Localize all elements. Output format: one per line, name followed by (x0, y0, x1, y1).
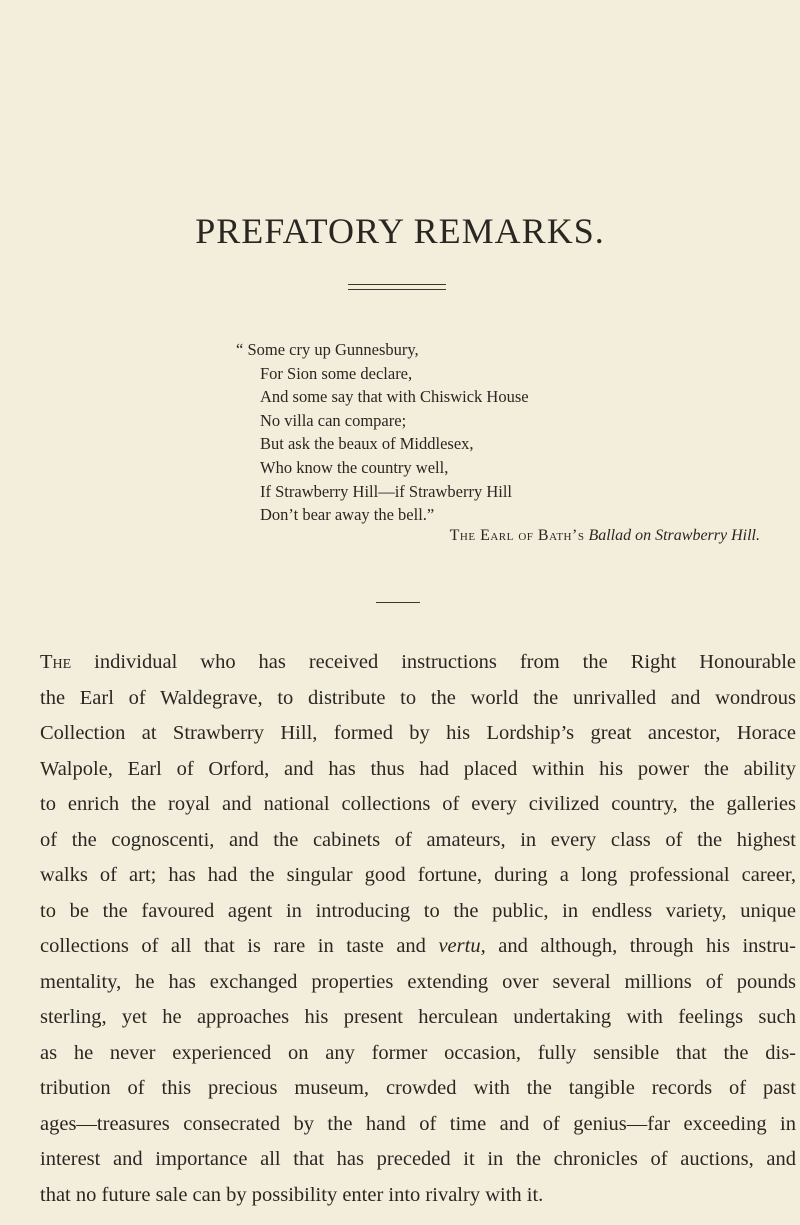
body-line: sterling, yet he approaches his present herculean undertaking with feelings such (40, 1006, 796, 1028)
body-line (40, 929, 796, 965)
epigraph-attribution (0, 527, 760, 545)
body-line-text: and although, through his instru- (485, 935, 796, 957)
body-line-text: collections of all that is rare in taste and (40, 935, 439, 957)
double-rule-divider (348, 284, 446, 290)
attribution-author: The Earl of Bath’s (449, 527, 585, 544)
body-line-text: individual who has received instructions from the Right Honourable (71, 651, 796, 673)
body-line: ages—treasures consecrated by the hand of time and of genius—far exceeding in (40, 1112, 796, 1135)
verse-line: No villa can compare; (260, 410, 407, 430)
verse-line: Who know the country well, (260, 457, 449, 477)
epigraph-verse (236, 338, 529, 527)
verse-line: For Sion some declare, (260, 363, 413, 383)
body-line: that no future sale can by possibility enter into rivalry with it. (40, 1183, 544, 1206)
verse-line: Don’t bear away the bell.” (260, 505, 435, 525)
body-line: Walpole, Earl of Orford, and has thus had placed within his power the ability (40, 757, 796, 780)
italic-term: vertu, (438, 935, 486, 957)
body-line: walks of art; has had the singular good fortune, during a long professional career, (40, 864, 796, 886)
attribution-work: Ballad on Strawberry Hill. (588, 527, 760, 544)
body-line: interest and importance all that has preceded it in the chronicles of auctions, and (40, 1148, 796, 1170)
verse-line: But ask the beaux of Middlesex, (260, 434, 474, 454)
body-line: Collection at Strawberry Hill, formed by his Lordship’s great ancestor, Horace (40, 722, 796, 744)
body-paragraph (40, 645, 796, 1213)
lead-word: The (40, 651, 72, 673)
verse-line: “ Some cry up Gunnesbury, (236, 340, 419, 359)
body-line: as he never experienced on any former occasion, fully sensible that the dis- (40, 1041, 796, 1064)
verse-line: And some say that with Chiswick House (260, 387, 529, 407)
single-rule-divider (376, 602, 420, 603)
page-title: PREFATORY REMARKS. (195, 211, 605, 251)
body-line: to enrich the royal and national collections of every civilized country, the galleries (40, 793, 796, 815)
body-line: the Earl of Waldegrave, to distribute to the world the unrivalled and wondrous (40, 686, 796, 709)
body-line (40, 645, 796, 681)
body-line: of the cognoscenti, and the cabinets of amateurs, in every class of the highest (40, 828, 796, 851)
body-line: mentality, he has exchanged properties extending over several millions of pounds (40, 970, 796, 993)
body-line: tribution of this precious museum, crowded with the tangible records of past (40, 1077, 796, 1099)
body-line: to be the favoured agent in introducing to the public, in endless variety, unique (40, 899, 796, 922)
verse-line: If Strawberry Hill—if Strawberry Hill (260, 481, 513, 501)
